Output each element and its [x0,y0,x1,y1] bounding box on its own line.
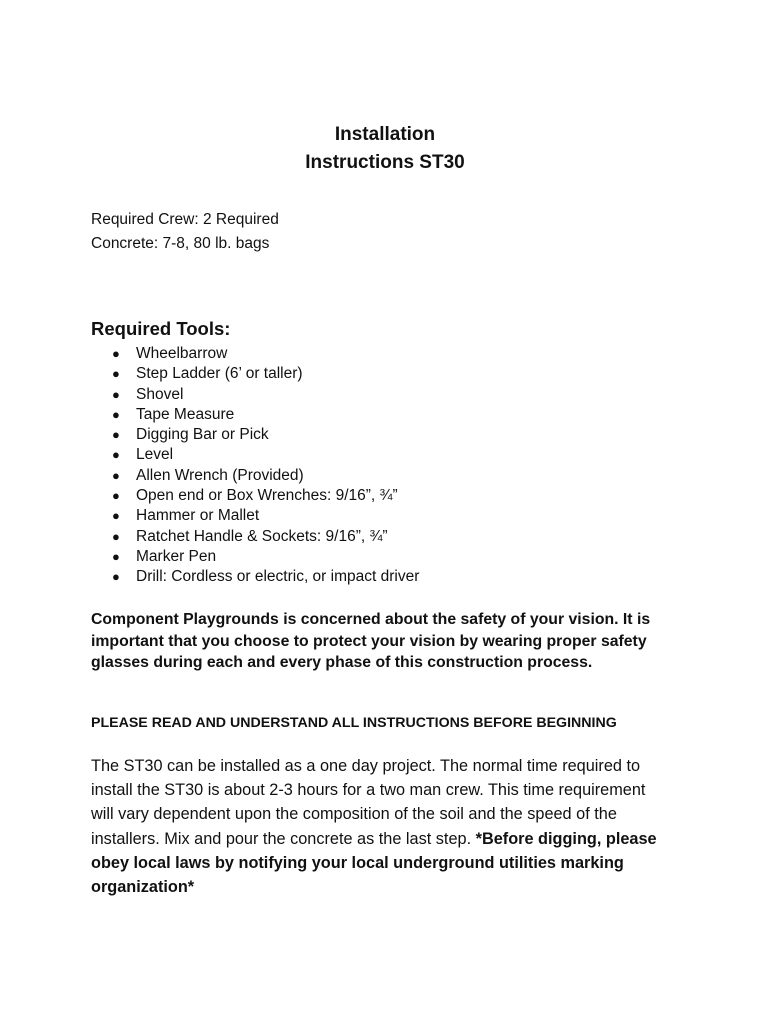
tool-label: Tape Measure [136,405,235,423]
bullet-icon: ● [112,467,120,483]
list-item [91,425,419,445]
bullet-icon: ● [112,386,120,402]
document-title-line-1: Installation [334,124,436,145]
tool-label: Digging Bar or Pick [136,426,269,444]
required-tools-list [91,344,419,588]
required-crew: Required Crew: 2 Required [91,211,279,228]
tool-label: Open end or Box Wrenches: 9/16”, ¾” [136,487,398,505]
list-item [91,364,419,384]
tool-label: Ratchet Handle & Sockets: 9/16”, ¾” [136,527,388,545]
concrete-requirement: Concrete: 7-8, 80 lb. bags [91,235,270,252]
list-item [91,466,419,486]
bullet-icon: ● [112,366,120,382]
bullet-icon: ● [112,569,120,585]
list-item [91,567,419,587]
bullet-icon: ● [112,447,120,463]
read-instructions-notice: PLEASE READ AND UNDERSTAND ALL INSTRUCTIONS BEFORE BEGINNING [91,715,617,731]
overview-text: The ST30 can be installed as a one day project. The normal time required to install the ST30 is about 2-3 hours for a two man crew. This time requirement will vary dependent upon the composition of the soil and the speed of the installers. Mix and pour the concrete as the last step. [91,757,646,848]
safety-notice: Component Playgrounds is concerned about the safety of your vision. It is important that you choose to protect your vision by wearing proper safety glasses during each and every phase of this construction process. [91,611,651,672]
list-item [91,344,419,364]
tool-label: Marker Pen [136,547,217,565]
list-item [91,527,419,547]
list-item [91,547,419,567]
list-item [91,486,419,506]
list-item [91,405,419,425]
bullet-icon: ● [112,427,120,443]
required-tools-heading: Required Tools: [91,318,231,339]
tool-label: Allen Wrench (Provided) [136,466,304,484]
bullet-icon: ● [112,548,120,564]
tool-label: Drill: Cordless or electric, or impact driver [136,568,420,586]
bullet-icon: ● [112,346,120,361]
bullet-icon: ● [112,406,120,422]
tool-label: Shovel [136,385,184,403]
digging-warning: *Before digging, please obey local laws by notifying your local underground utilities marking organization* [91,829,657,897]
tool-label: Wheelbarrow [136,345,228,362]
document-title-line-2: Instructions ST30 [305,152,465,173]
tool-label: Step Ladder (6’ or taller) [136,365,303,383]
list-item [91,506,419,526]
installation-overview [91,754,666,899]
list-item [91,385,419,405]
bullet-icon: ● [112,488,120,504]
tool-label: Level [136,446,174,464]
bullet-icon: ● [112,508,120,524]
bullet-icon: ● [112,528,120,544]
list-item [91,445,419,465]
tool-label: Hammer or Mallet [136,507,260,525]
